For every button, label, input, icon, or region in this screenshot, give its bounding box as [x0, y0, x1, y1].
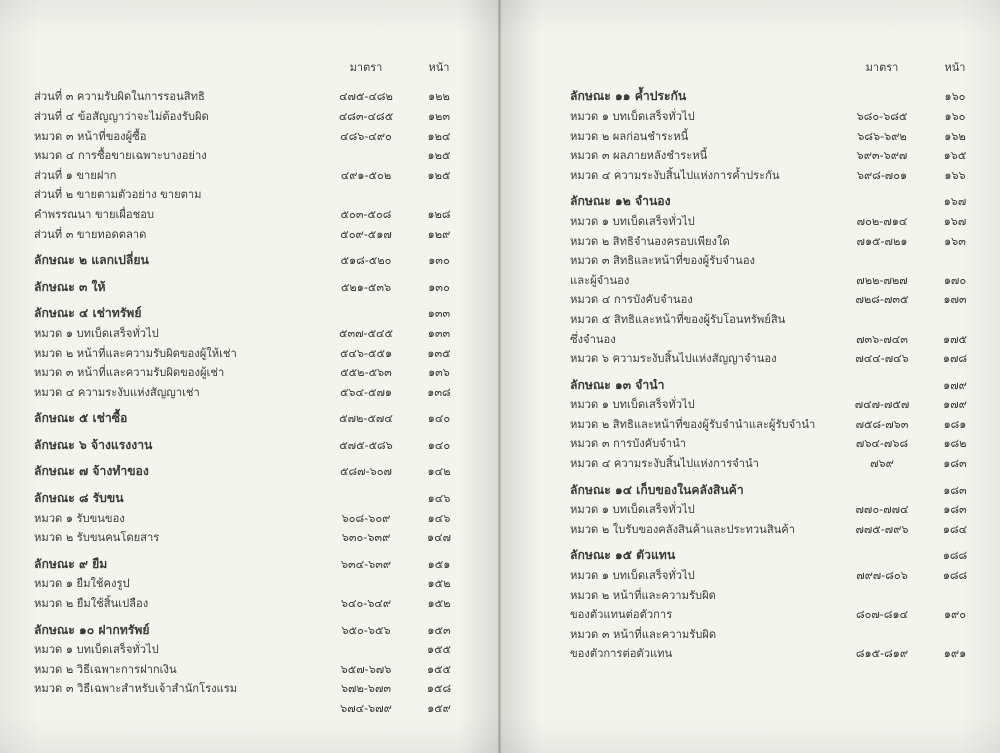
toc-entry-page-number: ๑๗๓	[943, 293, 967, 307]
toc-entry-section-range: ๗๖๙	[870, 457, 894, 471]
toc-entry-section-range: ๗๕๘-๗๖๓	[855, 417, 909, 431]
toc-entry-section-range: ๖๙๓-๖๙๗	[856, 149, 908, 163]
toc-entry-page-number: ๑๓๐	[428, 254, 450, 268]
toc-entry-section-range	[320, 181, 412, 201]
toc-spacer-cell	[34, 293, 466, 300]
toc-spacer-row	[34, 609, 466, 616]
toc-entry-label: หมวด ๒ หน้าที่และความรับผิดของผู้ให้เช่า	[34, 346, 237, 360]
toc-entry-section-range	[320, 485, 412, 505]
toc-entry-row[interactable]	[34, 458, 466, 478]
toc-entry-row[interactable]	[570, 601, 982, 621]
toc-entry-page-number: ๑๗๕	[943, 332, 967, 346]
toc-entry-page-number: ๑๘๘	[942, 549, 968, 563]
toc-entry-row[interactable]	[570, 581, 982, 601]
toc-entry-section-range	[836, 83, 928, 103]
toc-spacer-cell	[570, 469, 982, 476]
toc-entry-section-range	[836, 371, 928, 391]
toc-entry-page-number: ๑๓๖	[428, 366, 450, 380]
toc-entry-page-number	[928, 620, 982, 640]
toc-entry-page-number: ๑๔๖	[427, 511, 451, 525]
toc-entry-row[interactable]	[34, 405, 466, 425]
toc-entry-section-range: ๔๘๓-๔๘๕	[338, 109, 394, 123]
toc-entry-label: หมวด ๑ บทเบ็ดเสร็จทั่วไป	[570, 503, 695, 517]
toc-entry-label: ส่วนที่ ๔ ข้อสัญญาว่าจะไม่ต้องรับผิด	[34, 109, 209, 123]
toc-entry-section-range: ๗๖๔-๗๖๘	[855, 437, 909, 451]
toc-entry-section-range	[836, 188, 928, 208]
toc-entry-row[interactable]	[570, 286, 982, 306]
toc-entry-row[interactable]	[570, 142, 982, 162]
toc-entry-section-range: ๗๗๕-๗๙๖	[855, 522, 909, 536]
toc-entry-row[interactable]	[570, 325, 982, 345]
toc-entry-row[interactable]	[34, 524, 466, 544]
toc-header-section: มาตรา	[865, 61, 899, 74]
toc-entry-row[interactable]	[34, 103, 466, 123]
toc-spacer-cell	[570, 535, 982, 542]
right-toc-body	[570, 62, 982, 660]
toc-entry-row[interactable]	[570, 450, 982, 470]
toc-entry-section-range	[836, 476, 928, 496]
toc-entry-section-range: ๖๓๐-๖๓๙	[341, 531, 391, 545]
toc-entry-label: ลักษณะ ๔ เช่าทรัพย์	[34, 306, 142, 321]
toc-entry-page-number: ๑๓๘	[427, 385, 451, 399]
toc-entry-section-range: ๗๑๕-๗๒๑	[856, 234, 908, 248]
toc-entry-row[interactable]	[34, 504, 466, 524]
toc-entry-label: ส่วนที่ ๒ ขายตามตัวอย่าง ขายตาม	[34, 188, 202, 202]
toc-entry-section-range: ๖๐๘-๖๐๙	[341, 511, 391, 525]
toc-entry-row[interactable]	[34, 273, 466, 293]
toc-entry-page-number: ๑๔๒	[427, 465, 451, 479]
toc-entry-page-number: ๑๗๐	[943, 273, 967, 287]
toc-entry-label: ลักษณะ ๖ จ้างแรงงาน	[34, 437, 153, 452]
toc-spacer-cell	[34, 543, 466, 550]
toc-entry-row[interactable]	[570, 188, 982, 208]
toc-entry-page-number: ๑๕๘	[426, 682, 452, 696]
toc-entry-label: ลักษณะ ๑๓ จำนำ	[570, 377, 665, 392]
toc-entry-label: หมวด ๒ หน้าที่และความรับผิด	[570, 588, 716, 602]
toc-spacer-row	[570, 364, 982, 371]
toc-entry-label: หมวด ๒ ใบรับของคลังสินค้าและประทวนสินค้า	[570, 522, 796, 536]
toc-entry-row[interactable]	[34, 485, 466, 505]
toc-spacer-row	[34, 240, 466, 247]
toc-entry-page-number: ๑๕๕	[426, 643, 452, 657]
toc-entry-section-range: ๗๗๐-๗๗๔	[855, 503, 909, 517]
toc-entry-page-number: ๑๖๖	[944, 168, 966, 182]
toc-entry-label: หมวด ๑ บทเบ็ดเสร็จทั่วไป	[570, 569, 695, 583]
toc-entry-section-range: ๗๐๒-๗๑๔	[856, 214, 908, 228]
toc-entry-page-number: ๑๖๒	[944, 129, 966, 143]
toc-entry-page-number: ๑๒๒	[428, 90, 450, 104]
toc-entry-page-number: ๑๔๐	[427, 438, 451, 452]
toc-entry-label: หมวด ๑ บทเบ็ดเสร็จทั่วไป	[570, 214, 695, 228]
toc-entry-row[interactable]	[34, 636, 466, 656]
toc-entry-section-range: ๕๐๙-๕๑๗	[340, 227, 392, 241]
toc-entry-section-range: ๗๔๔-๗๔๖	[855, 352, 909, 366]
toc-entry-label: หมวด ๔ ความระงับแห่งสัญญาเช่า	[34, 385, 200, 399]
toc-entry-label: ลักษณะ ๑๒ จำนอง	[570, 194, 671, 209]
toc-entry-page-number: ๑๘๓	[943, 483, 967, 497]
toc-entry-label: หมวด ๑ บทเบ็ดเสร็จทั่วไป	[570, 398, 695, 412]
toc-spacer-row	[34, 266, 466, 273]
toc-entry-label: หมวด ๓ หน้าที่ของผู้ซื้อ	[34, 129, 147, 143]
toc-spacer-row	[570, 469, 982, 476]
toc-entry-section-range: ๕๒๑-๕๓๖	[340, 280, 392, 294]
toc-entry-row[interactable]	[570, 83, 982, 103]
toc-entry-row[interactable]	[570, 306, 982, 326]
toc-entry-row[interactable]	[34, 359, 466, 379]
toc-spacer-cell	[34, 398, 466, 405]
toc-spacer-cell	[34, 240, 466, 247]
toc-entry-page-number: ๑๔๖	[427, 492, 451, 506]
toc-entry-label: หมวด ๓ หน้าที่และความรับผิดของผู้เช่า	[34, 366, 225, 380]
toc-entry-page-number: ๑๖๐	[944, 109, 966, 123]
toc-entry-page-number: ๑๕๙	[427, 702, 451, 716]
toc-entry-label: ลักษณะ ๕ เช่าซื้อ	[34, 411, 128, 426]
toc-entry-page-number: ๑๕๕	[426, 662, 452, 676]
toc-entry-label: ส่วนที่ ๓ ความรับผิดในการรอนสิทธิ	[34, 90, 205, 104]
toc-entry-label: หมวด ๓ วิธีเฉพาะสำหรับเจ้าสำนักโรงแรม	[34, 682, 238, 696]
toc-entry-row[interactable]	[570, 476, 982, 496]
toc-entry-label: หมวด ๕ สิทธิและหน้าที่ของผู้รับโอนทรัพย์สิน	[570, 312, 786, 326]
toc-entry-section-range	[320, 300, 412, 320]
toc-entry-label: ส่วนที่ ๓ ขายทอดตลาด	[34, 227, 147, 241]
toc-entry-section-range: ๗๔๗-๗๕๗	[854, 398, 910, 412]
toc-entry-row[interactable]	[34, 161, 466, 181]
toc-entry-page-number: ๑๕๑	[427, 557, 451, 571]
toc-entry-label: ลักษณะ ๑๕ ตัวแทน	[570, 548, 676, 563]
toc-entry-section-range: ๗๒๒-๗๒๗	[856, 273, 908, 287]
toc-entry-section-range	[836, 542, 928, 562]
toc-entry-page-number: ๑๘๑	[943, 417, 967, 431]
toc-entry-page-number	[928, 247, 982, 267]
toc-header-page: หน้า	[944, 61, 966, 74]
toc-entry-page-number: ๑๒๕	[427, 149, 451, 163]
toc-entry-label: หมวด ๓ หน้าที่และความรับผิด	[570, 627, 717, 641]
toc-entry-page-number: ๑๒๔	[427, 129, 451, 143]
toc-spacer-row	[34, 478, 466, 485]
toc-entry-label: หมวด ๒ ยืมใช้สิ้นเปลือง	[34, 597, 149, 611]
toc-spacer-cell	[34, 425, 466, 432]
toc-entry-page-number	[928, 581, 982, 601]
toc-entry-row[interactable]	[34, 142, 466, 162]
toc-entry-page-number: ๑๕๒	[427, 597, 451, 611]
toc-entry-page-number: ๑๖๐	[944, 90, 966, 104]
toc-entry-page-number: ๑๙๑	[943, 647, 967, 661]
toc-spacer-cell	[34, 266, 466, 273]
toc-entry-page-number: ๑๕๒	[427, 577, 451, 591]
toc-entry-page-number: ๑๖๗	[943, 195, 967, 209]
toc-entry-row[interactable]	[570, 620, 982, 640]
toc-entry-page-number: ๑๓๕	[427, 346, 451, 360]
toc-entry-page-number	[928, 306, 982, 326]
toc-entry-page-number: ๑๘๘	[942, 569, 968, 583]
toc-entry-section-range: ๘๐๗-๘๑๔	[855, 608, 909, 622]
toc-entry-label: และผู้จำนอง	[570, 273, 630, 287]
toc-header-spacer	[570, 62, 836, 83]
toc-header-page: หน้า	[428, 61, 450, 74]
toc-entry-section-range	[836, 306, 928, 326]
toc-entry-page-number: ๑๓๓	[427, 326, 451, 340]
toc-entry-section-range: ๕๓๗-๕๔๕	[339, 326, 393, 340]
toc-entry-label: หมวด ๔ ความระงับสิ้นไปแห่งการค้ำประกัน	[570, 168, 780, 182]
toc-entry-section-range: ๔๙๑-๕๐๒	[340, 168, 392, 182]
toc-entry-row[interactable]	[34, 550, 466, 570]
toc-entry-page-number: ๑๘๔	[942, 522, 968, 536]
right-toc-column	[570, 62, 982, 660]
toc-entry-section-range	[836, 581, 928, 601]
toc-entry-section-range	[320, 142, 412, 162]
toc-entry-label: ส่วนที่ ๑ ขายฝาก	[34, 168, 117, 182]
toc-entry-row[interactable]	[34, 220, 466, 240]
toc-entry-section-range: ๗๒๘-๗๓๕	[855, 293, 909, 307]
toc-spacer-row	[34, 425, 466, 432]
toc-entry-page-number: ๑๗๙	[943, 378, 967, 392]
toc-entry-label: หมวด ๖ ความระงับสิ้นไปแห่งสัญญาจำนอง	[570, 352, 777, 366]
toc-entry-label: หมวด ๑ บทเบ็ดเสร็จทั่วไป	[34, 326, 159, 340]
toc-entry-label: หมวด ๒ สิทธิและหน้าที่ของผู้รับจำนำและผู้รับจำนำ	[570, 417, 816, 431]
toc-header-spacer	[34, 62, 320, 83]
toc-entry-row[interactable]	[570, 247, 982, 267]
toc-entry-row[interactable]	[570, 391, 982, 411]
toc-entry-row[interactable]	[34, 675, 466, 695]
toc-entry-section-range	[320, 636, 412, 656]
toc-entry-row[interactable]	[34, 122, 466, 142]
toc-entry-label	[34, 695, 320, 715]
toc-entry-section-range: ๖๗๒-๖๗๓	[340, 682, 392, 696]
toc-entry-row[interactable]	[570, 227, 982, 247]
toc-entry-section-range: ๕๘๗-๖๐๗	[340, 465, 392, 479]
toc-entry-row[interactable]	[570, 345, 982, 365]
toc-entry-page-number: ๑๔๗	[427, 531, 451, 545]
toc-entry-label: ลักษณะ ๑๐ ฝากทรัพย์	[34, 622, 150, 637]
toc-entry-page-number: ๑๒๓	[427, 109, 451, 123]
toc-entry-section-range: ๖๙๘-๗๐๑	[856, 168, 908, 182]
toc-entry-label: ลักษณะ ๗ จ้างทำของ	[34, 464, 149, 479]
toc-entry-section-range: ๕๐๓-๕๐๘	[340, 207, 392, 221]
toc-header-row	[570, 62, 982, 83]
toc-entry-row[interactable]	[34, 181, 466, 201]
toc-entry-page-number: ๑๖๓	[944, 234, 966, 248]
toc-entry-label: หมวด ๒ สิทธิจำนองครอบเพียงใด	[570, 234, 730, 248]
toc-spacer-row	[34, 293, 466, 300]
toc-entry-row[interactable]	[570, 430, 982, 450]
toc-entry-page-number: ๑๓๓	[427, 307, 451, 321]
toc-entry-page-number: ๑๒๕	[427, 168, 451, 182]
toc-entry-section-range: ๗๓๖-๗๔๓	[856, 332, 908, 346]
toc-entry-label: หมวด ๔ ความระงับสิ้นไปแห่งการจำนำ	[570, 457, 759, 471]
toc-entry-page-number: ๑๙๐	[943, 608, 967, 622]
toc-entry-page-number: ๑๘๒	[943, 437, 967, 451]
toc-entry-row[interactable]	[34, 339, 466, 359]
toc-spacer-cell	[34, 478, 466, 485]
toc-spacer-row	[34, 543, 466, 550]
toc-entry-row[interactable]	[34, 247, 466, 267]
toc-entry-label: ลักษณะ ๙ ยืม	[34, 556, 108, 571]
toc-spacer-cell	[570, 364, 982, 371]
toc-entry-label: ลักษณะ ๒ แลกเปลี่ยน	[34, 253, 149, 268]
toc-entry-label: ของตัวแทนต่อตัวการ	[570, 608, 673, 622]
toc-entry-label: หมวด ๑ ยืมใช้คงรูป	[34, 577, 130, 591]
toc-entry-page-number: ๑๖๕	[943, 149, 967, 163]
toc-entry-label: หมวด ๑ รับขนของ	[34, 511, 125, 525]
toc-entry-page-number: ๑๗๘	[942, 352, 968, 366]
toc-entry-section-range: ๖๘๐-๖๘๕	[856, 109, 908, 123]
toc-entry-label: หมวด ๑ บทเบ็ดเสร็จทั่วไป	[570, 109, 695, 123]
toc-entry-label: ลักษณะ ๓ ให้	[34, 279, 106, 294]
left-toc-body	[34, 62, 466, 714]
toc-entry-section-range: ๖๓๔-๖๓๙	[340, 557, 392, 571]
toc-entry-label: หมวด ๓ การบังคับจำนำ	[570, 437, 687, 451]
toc-entry-label: คำพรรณนา ขายเผื่อชอบ	[34, 207, 155, 221]
toc-entry-label: ลักษณะ ๘ รับขน	[34, 491, 124, 506]
toc-header-section: มาตรา	[349, 61, 383, 74]
toc-entry-section-range	[320, 570, 412, 590]
toc-entry-row[interactable]	[34, 320, 466, 340]
toc-entry-section-range: ๗๙๗-๘๐๖	[856, 569, 908, 583]
toc-entry-section-range: ๘๑๕-๘๑๙	[855, 647, 909, 661]
toc-entry-row[interactable]	[570, 122, 982, 142]
toc-spacer-cell	[34, 451, 466, 458]
toc-entry-section-range: ๕๗๒-๕๗๔	[339, 412, 393, 426]
toc-entry-page-number: ๑๒๙	[427, 227, 451, 241]
toc-entry-row[interactable]	[570, 496, 982, 516]
toc-entry-page-number: ๑๘๓	[943, 503, 967, 517]
toc-entry-page-number	[412, 181, 466, 201]
toc-entry-label: หมวด ๓ สิทธิและหน้าที่ของผู้รับจำนอง	[570, 254, 756, 268]
toc-entry-row[interactable]	[570, 161, 982, 181]
toc-entry-label: ลักษณะ ๑๔ เก็บของในคลังสินค้า	[570, 482, 744, 497]
right-page	[500, 0, 1000, 753]
toc-entry-label: ของตัวการต่อตัวแทน	[570, 647, 673, 661]
toc-entry-section-range: ๔๘๖-๔๙๐	[340, 129, 392, 143]
toc-entry-label: หมวด ๒ วิธีเฉพาะการฝากเงิน	[34, 662, 177, 676]
toc-entry-section-range: ๕๕๒-๕๖๓	[340, 366, 392, 380]
toc-entry-row[interactable]	[34, 616, 466, 636]
toc-entry-page-number: ๑๔๐	[427, 412, 451, 426]
toc-entry-label: ซึ่งจำนอง	[570, 332, 616, 346]
toc-entry-section-range: ๔๗๕-๔๘๒	[339, 90, 393, 104]
toc-entry-row[interactable]	[570, 562, 982, 582]
left-toc-column	[34, 62, 466, 714]
toc-spacer-cell	[570, 181, 982, 188]
toc-entry-row[interactable]	[570, 371, 982, 391]
toc-entry-section-range: ๖๔๐-๖๔๙	[340, 597, 392, 611]
right-toc-table	[570, 62, 982, 660]
toc-entry-row[interactable]	[34, 432, 466, 452]
toc-entry-row[interactable]	[34, 570, 466, 590]
toc-entry-row[interactable]	[34, 300, 466, 320]
toc-entry-row[interactable]	[570, 103, 982, 123]
toc-entry-page-number: ๑๘๓	[943, 457, 967, 471]
toc-entry-row[interactable]	[570, 266, 982, 286]
toc-entry-row[interactable]	[570, 515, 982, 535]
toc-entry-row[interactable]	[34, 590, 466, 610]
toc-entry-page-number: ๑๕๓	[427, 623, 451, 637]
toc-entry-section-range: ๕๖๔-๕๗๑	[339, 385, 393, 399]
toc-entry-row[interactable]	[34, 655, 466, 675]
toc-entry-page-number: ๑๒๘	[427, 207, 451, 221]
toc-header-row	[34, 62, 466, 83]
toc-entry-label: หมวด ๑ บทเบ็ดเสร็จทั่วไป	[34, 643, 159, 657]
toc-entry-label: หมวด ๓ ผลภายหลังชำระหนี้	[570, 149, 708, 163]
toc-entry-label: หมวด ๒ ผลก่อนชำระหนี้	[570, 129, 689, 143]
toc-entry-section-range: ๖๕๐-๖๕๖	[341, 623, 391, 637]
toc-spacer-row	[570, 535, 982, 542]
toc-spacer-row	[34, 451, 466, 458]
toc-entry-row[interactable]	[570, 640, 982, 660]
toc-entry-section-range	[836, 620, 928, 640]
toc-entry-section-range: ๖๗๔-๖๗๙	[340, 702, 392, 716]
toc-entry-page-number: ๑๖๗	[943, 214, 967, 228]
toc-entry-label: หมวด ๒ รับขนคนโดยสาร	[34, 531, 160, 545]
toc-entry-row[interactable]	[570, 208, 982, 228]
toc-entry-label: หมวด ๔ การบังคับจำนอง	[570, 293, 693, 307]
toc-entry-label: หมวด ๔ การซื้อขายเฉพาะบางอย่าง	[34, 149, 207, 163]
toc-spacer-row	[34, 398, 466, 405]
toc-entry-row[interactable]	[570, 542, 982, 562]
toc-spacer-cell	[34, 609, 466, 616]
toc-entry-page-number: ๑๓๐	[428, 280, 450, 294]
toc-entry-section-range: ๕๔๖-๕๕๑	[339, 346, 393, 360]
toc-entry-row[interactable]	[34, 83, 466, 103]
toc-entry-section-range	[836, 247, 928, 267]
toc-spacer-row	[570, 181, 982, 188]
toc-entry-row[interactable]	[34, 695, 466, 715]
toc-entry-row[interactable]	[34, 201, 466, 221]
toc-entry-row[interactable]	[570, 411, 982, 431]
left-toc-table	[34, 62, 466, 714]
toc-entry-label: ลักษณะ ๑๑ ค้ำประกัน	[570, 89, 687, 104]
toc-entry-section-range: ๕๑๘-๕๒๐	[340, 254, 392, 268]
toc-entry-page-number: ๑๗๙	[943, 398, 967, 412]
toc-entry-section-range: ๕๗๕-๕๘๖	[339, 438, 393, 452]
toc-entry-row[interactable]	[34, 378, 466, 398]
toc-entry-section-range: ๖๘๖-๖๙๒	[857, 129, 907, 143]
toc-entry-section-range: ๖๕๗-๖๗๖	[340, 662, 392, 676]
